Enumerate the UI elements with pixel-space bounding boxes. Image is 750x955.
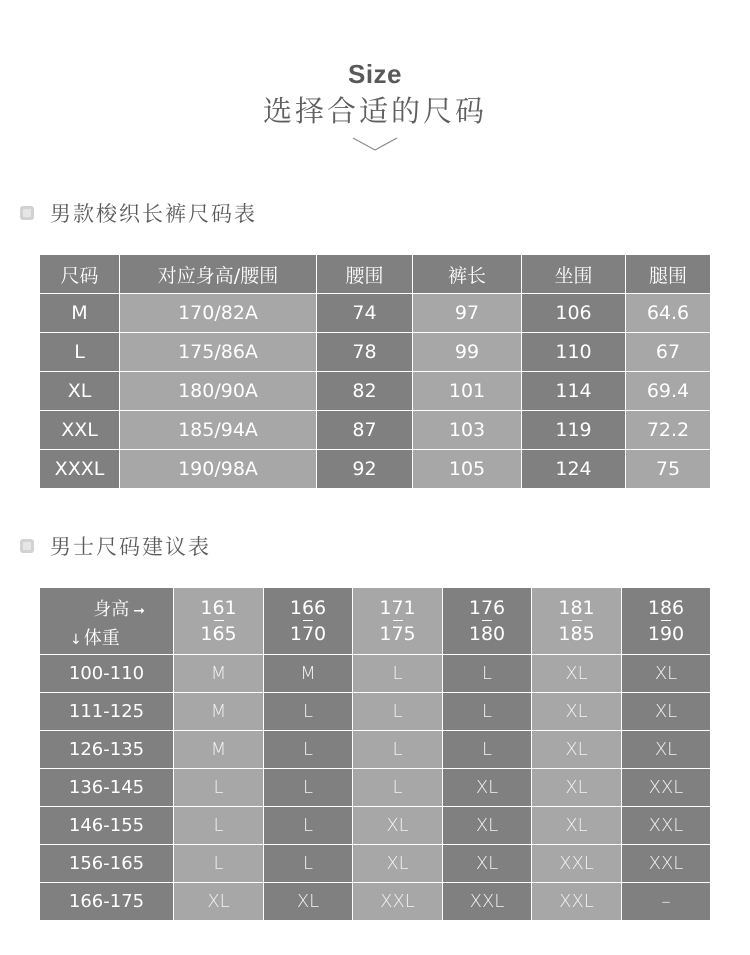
table-row <box>40 411 711 450</box>
table-row <box>40 693 711 731</box>
size-cell: L <box>264 769 353 807</box>
height-range-header <box>353 588 443 655</box>
height-label: 身高 <box>93 599 130 620</box>
size-cell: L <box>264 845 353 883</box>
height-range-header <box>443 588 532 655</box>
size-cell: XXL <box>532 845 622 883</box>
table-cell: 114 <box>522 372 626 411</box>
size-cell: XL <box>532 769 622 807</box>
size-cell: L <box>174 845 264 883</box>
size-cell: L <box>264 807 353 845</box>
column-header: 腰围 <box>317 255 413 294</box>
height-to: 185 <box>558 623 595 646</box>
height-to: 165 <box>200 623 237 646</box>
size-label-cell: XL <box>40 372 120 411</box>
page-subtitle: 选择合适的尺码 <box>262 94 487 128</box>
size-cell: L <box>174 807 264 845</box>
column-header: 尺码 <box>40 255 120 294</box>
table-row <box>40 372 711 411</box>
table-cell: 74 <box>317 294 413 333</box>
height-to: 180 <box>468 623 506 646</box>
size-cell: L <box>353 731 443 769</box>
table-cell: 75 <box>626 450 711 489</box>
table-cell: 190/98A <box>120 450 317 489</box>
column-header: 对应身高/腰围 <box>120 255 317 294</box>
size-label-cell: XXXL <box>40 450 120 489</box>
height-range-header <box>264 588 353 655</box>
square-bullet-icon <box>20 539 34 553</box>
table-cell: 92 <box>317 450 413 489</box>
weight-range-cell: 100-110 <box>40 655 174 693</box>
size-cell: M <box>174 731 264 769</box>
pants-section-title <box>20 198 257 228</box>
size-cell: L <box>264 731 353 769</box>
corner-header-cell <box>40 588 174 655</box>
weight-range-cell: 126-135 <box>40 731 174 769</box>
table-cell: 78 <box>317 333 413 372</box>
table-row <box>40 731 711 769</box>
size-cell: XL <box>622 655 711 693</box>
weight-label: 体重 <box>83 628 120 649</box>
size-cell: XXL <box>443 883 532 921</box>
size-cell: XL <box>532 807 622 845</box>
weight-range-cell: 166-175 <box>40 883 174 921</box>
recommend-section-title <box>20 531 211 561</box>
page-header <box>0 58 750 152</box>
weight-range-cell: 156-165 <box>40 845 174 883</box>
size-cell: L <box>264 693 353 731</box>
table-cell: 170/82A <box>120 294 317 333</box>
table-cell: 105 <box>413 450 522 489</box>
size-cell: XL <box>174 883 264 921</box>
size-cell: L <box>353 769 443 807</box>
table-cell: 67 <box>626 333 711 372</box>
chevron-down-icon <box>352 136 398 152</box>
table-cell: 110 <box>522 333 626 372</box>
size-cell: XL <box>443 807 532 845</box>
size-cell: XL <box>622 693 711 731</box>
table-header-row <box>40 255 711 294</box>
size-cell: M <box>174 693 264 731</box>
table-header-row <box>40 588 711 655</box>
height-to: 190 <box>647 623 685 646</box>
table-cell: 82 <box>317 372 413 411</box>
height-range <box>532 594 621 649</box>
height-from: 181 <box>558 596 595 619</box>
table-row <box>40 845 711 883</box>
table-cell: 119 <box>522 411 626 450</box>
table-row <box>40 333 711 372</box>
size-cell: L <box>443 655 532 693</box>
table-cell: 103 <box>413 411 522 450</box>
arrow-right-icon: ➞ <box>133 603 145 619</box>
height-to: 175 <box>379 623 416 646</box>
height-from: 176 <box>468 596 506 619</box>
table-cell: 97 <box>413 294 522 333</box>
size-cell: XL <box>443 845 532 883</box>
size-label-cell: M <box>40 294 120 333</box>
height-range <box>622 594 710 649</box>
size-cell: XL <box>532 731 622 769</box>
table-row <box>40 807 711 845</box>
size-cell: XXL <box>532 883 622 921</box>
size-cell: XL <box>532 693 622 731</box>
weight-range-cell: 111-125 <box>40 693 174 731</box>
table-cell: 101 <box>413 372 522 411</box>
page-title: Size <box>347 59 403 89</box>
column-header: 腿围 <box>626 255 711 294</box>
size-cell: XL <box>622 731 711 769</box>
height-range-header <box>174 588 264 655</box>
table-cell: 106 <box>522 294 626 333</box>
size-recommendation-table <box>39 587 711 921</box>
size-cell: M <box>174 655 264 693</box>
recommend-section-label: 男士尺码建议表 <box>50 535 211 559</box>
height-range <box>174 594 263 649</box>
size-cell: L <box>353 655 443 693</box>
size-cell: XL <box>443 769 532 807</box>
weight-axis-label <box>70 624 120 650</box>
column-header: 坐围 <box>522 255 626 294</box>
height-range-header <box>532 588 622 655</box>
table-cell: 87 <box>317 411 413 450</box>
corner-header <box>40 588 173 654</box>
table-cell: 185/94A <box>120 411 317 450</box>
height-axis-label <box>93 595 145 621</box>
pants-size-table <box>39 254 711 489</box>
height-range-header <box>622 588 711 655</box>
size-cell: L <box>353 693 443 731</box>
height-from: 171 <box>379 596 416 619</box>
table-cell: 180/90A <box>120 372 317 411</box>
size-cell: XL <box>264 883 353 921</box>
height-from: 186 <box>647 596 685 619</box>
table-cell: 72.2 <box>626 411 711 450</box>
height-to: 170 <box>289 623 327 646</box>
size-cell: XXL <box>622 845 711 883</box>
height-from: 166 <box>289 596 327 619</box>
table-row <box>40 655 711 693</box>
table-cell: 175/86A <box>120 333 317 372</box>
weight-range-cell: 136-145 <box>40 769 174 807</box>
height-from: 161 <box>200 596 237 619</box>
size-label-cell: L <box>40 333 120 372</box>
weight-range-cell: 146-155 <box>40 807 174 845</box>
size-cell: – <box>622 883 711 921</box>
size-cell: XXL <box>353 883 443 921</box>
size-cell: XL <box>353 845 443 883</box>
size-cell: XL <box>353 807 443 845</box>
pants-section-label: 男款梭织长裤尺码表 <box>50 202 257 226</box>
size-cell: M <box>264 655 353 693</box>
size-cell: XXL <box>622 807 711 845</box>
size-cell: XL <box>532 655 622 693</box>
table-row <box>40 769 711 807</box>
table-row <box>40 450 711 489</box>
table-cell: 99 <box>413 333 522 372</box>
size-label-cell: XXL <box>40 411 120 450</box>
table-cell: 64.6 <box>626 294 711 333</box>
size-cell: XXL <box>622 769 711 807</box>
table-cell: 69.4 <box>626 372 711 411</box>
square-bullet-icon <box>20 206 34 220</box>
column-header: 裤长 <box>413 255 522 294</box>
table-row <box>40 294 711 333</box>
size-cell: L <box>174 769 264 807</box>
size-cell: L <box>443 731 532 769</box>
size-cell: L <box>443 693 532 731</box>
table-row <box>40 883 711 921</box>
height-range <box>264 594 352 649</box>
height-range <box>443 594 531 649</box>
height-range <box>353 594 442 649</box>
arrow-down-icon: ↓ <box>70 632 82 648</box>
table-cell: 124 <box>522 450 626 489</box>
